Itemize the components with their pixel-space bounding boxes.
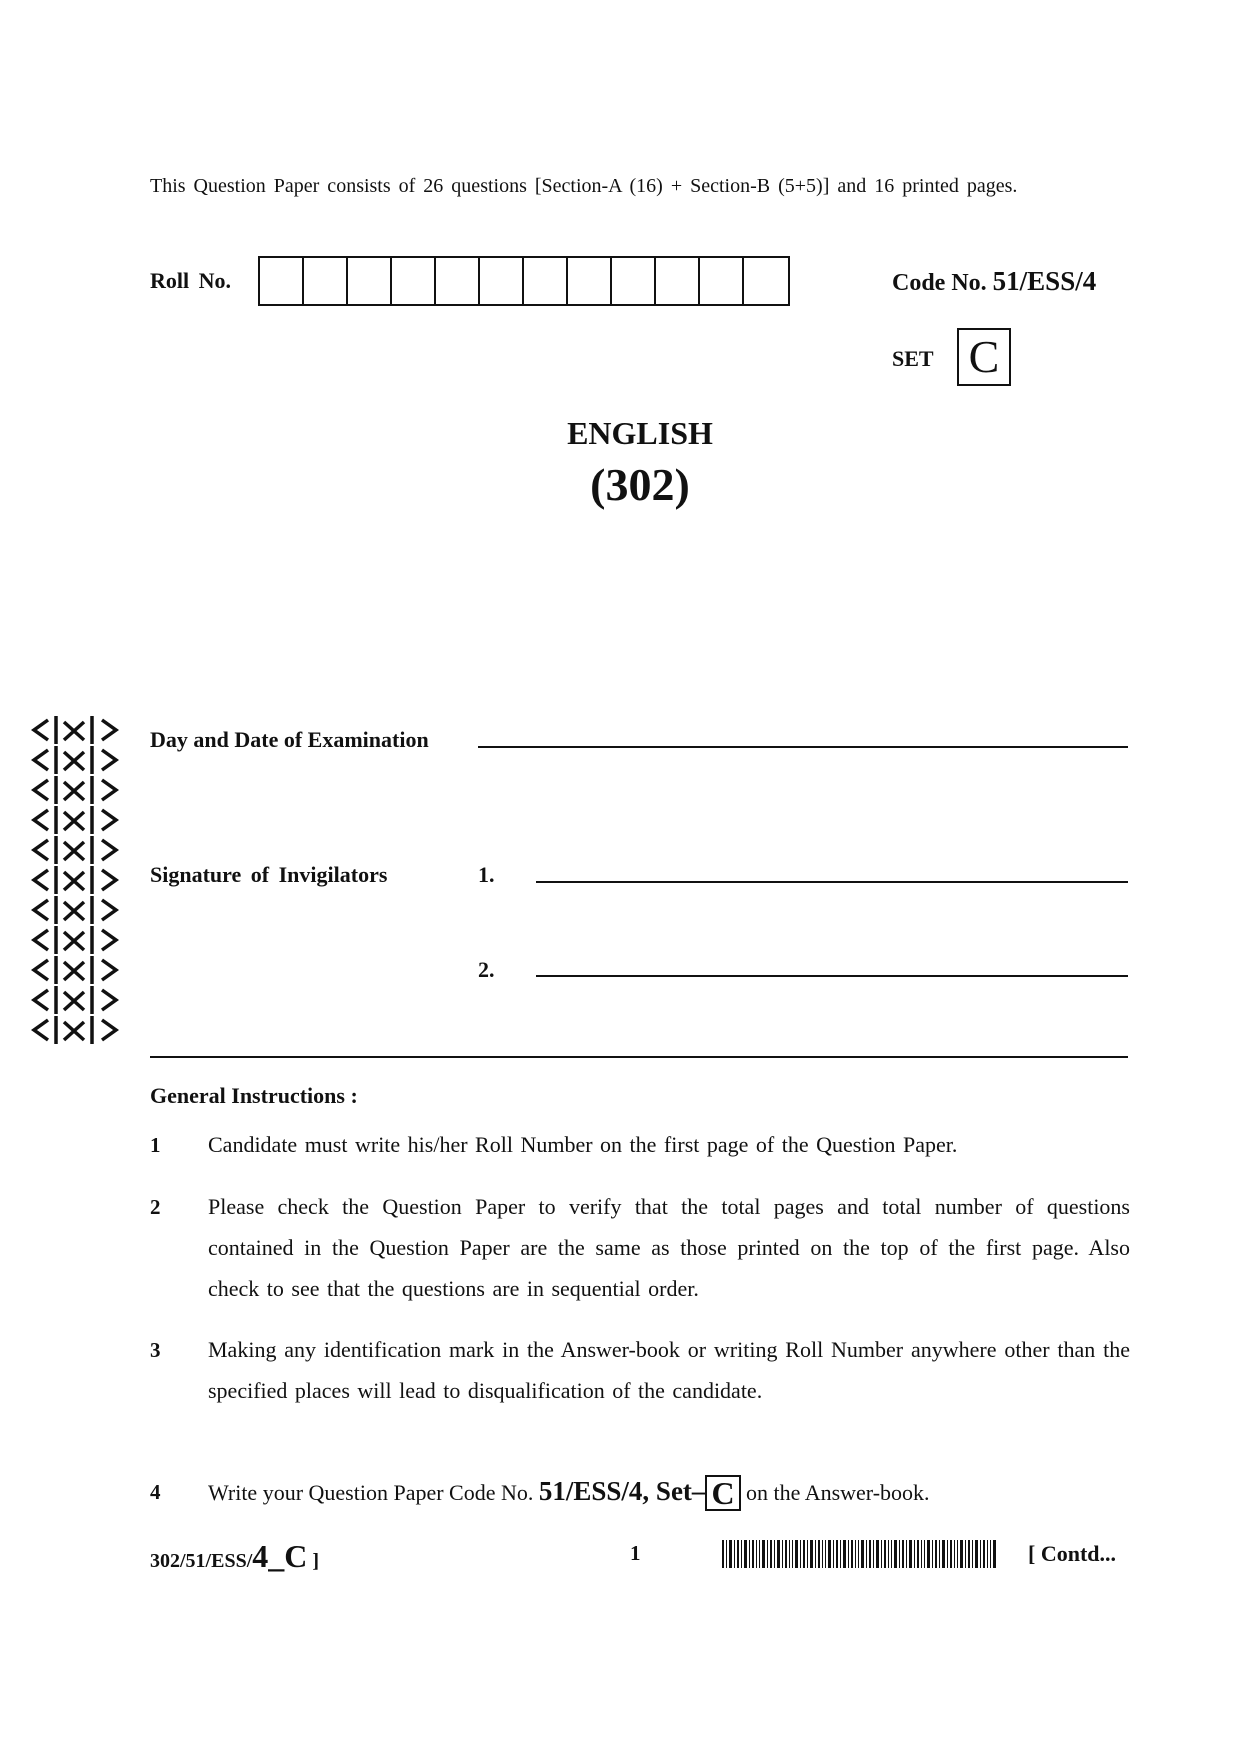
exam-date-field[interactable]	[478, 746, 1128, 748]
set-value-box: C	[957, 328, 1011, 386]
page-number: 1	[630, 1541, 641, 1565]
roll-digit-box[interactable]	[612, 258, 656, 304]
roll-digit-box[interactable]	[524, 258, 568, 304]
footer-code-suffix: ]	[307, 1550, 320, 1572]
footer-paper-code	[150, 1538, 319, 1575]
roll-digit-box[interactable]	[480, 258, 524, 304]
subject-code: (302)	[590, 459, 690, 510]
instruction-number: 2	[150, 1195, 161, 1219]
roll-digit-box[interactable]	[700, 258, 744, 304]
section-divider	[150, 1056, 1128, 1058]
instruction-number: 1	[150, 1133, 161, 1157]
roll-digit-box[interactable]	[392, 258, 436, 304]
roll-digit-box[interactable]	[744, 258, 788, 304]
roll-digit-box[interactable]	[656, 258, 700, 304]
instruction-text	[208, 1475, 930, 1511]
subject-title: ENGLISH	[567, 415, 713, 451]
continued-marker: [ Contd...	[1028, 1541, 1117, 1566]
set-label: SET	[892, 346, 934, 371]
roll-digit-box[interactable]	[568, 258, 612, 304]
paper-summary: This Question Paper consists of 26 questions [Section-A (16) + Section-B (5+5)] and 16 printed pages.	[150, 175, 1018, 197]
instruction-4-post: on the Answer-book.	[746, 1480, 930, 1505]
exam-date-label: Day and Date of Examination	[150, 727, 429, 752]
footer-code-prefix: 302/51/ESS/	[150, 1550, 253, 1572]
roll-digit-box[interactable]	[436, 258, 480, 304]
roll-number-boxes[interactable]	[258, 256, 790, 306]
instruction-4-set-box: C	[705, 1475, 740, 1511]
signature-1-field[interactable]	[536, 881, 1128, 883]
roll-digit-box[interactable]	[348, 258, 392, 304]
signature-2-number: 2.	[478, 957, 495, 982]
instruction-text: Making any identification mark in the Answer-book or writing Roll Number anywhere other than the specified places will lead to disqualification of the candidate.	[208, 1337, 1130, 1403]
instruction-text: Candidate must write his/her Roll Number on the first page of the Question Paper.	[208, 1132, 958, 1157]
security-pattern-icon	[28, 712, 126, 1052]
code-number	[892, 266, 1096, 297]
roll-digit-box[interactable]	[260, 258, 304, 304]
instruction-number: 4	[150, 1480, 161, 1504]
instruction-4-code: 51/ESS/4, Set–	[538, 1476, 706, 1506]
instruction-number: 3	[150, 1338, 161, 1362]
roll-digit-box[interactable]	[304, 258, 348, 304]
general-instructions-title: General Instructions :	[150, 1083, 358, 1108]
footer-code-big: 4_C	[252, 1538, 308, 1574]
signature-1-number: 1.	[478, 862, 495, 887]
roll-number-label: Roll No.	[150, 268, 231, 293]
code-number-label: Code No.	[892, 270, 987, 296]
instruction-text: Please check the Question Paper to verify that the total pages and total number of questions contained in the Question Paper are the same as those printed on the top of the first page. Also check to see that the questions are in sequential order.	[208, 1194, 1130, 1301]
barcode-icon	[722, 1540, 997, 1568]
signature-2-field[interactable]	[536, 975, 1128, 977]
code-number-value: 51/ESS/4	[992, 266, 1097, 296]
instruction-4-pre: Write your Question Paper Code No.	[208, 1480, 534, 1505]
invigilator-signature-label: Signature of Invigilators	[150, 862, 388, 887]
